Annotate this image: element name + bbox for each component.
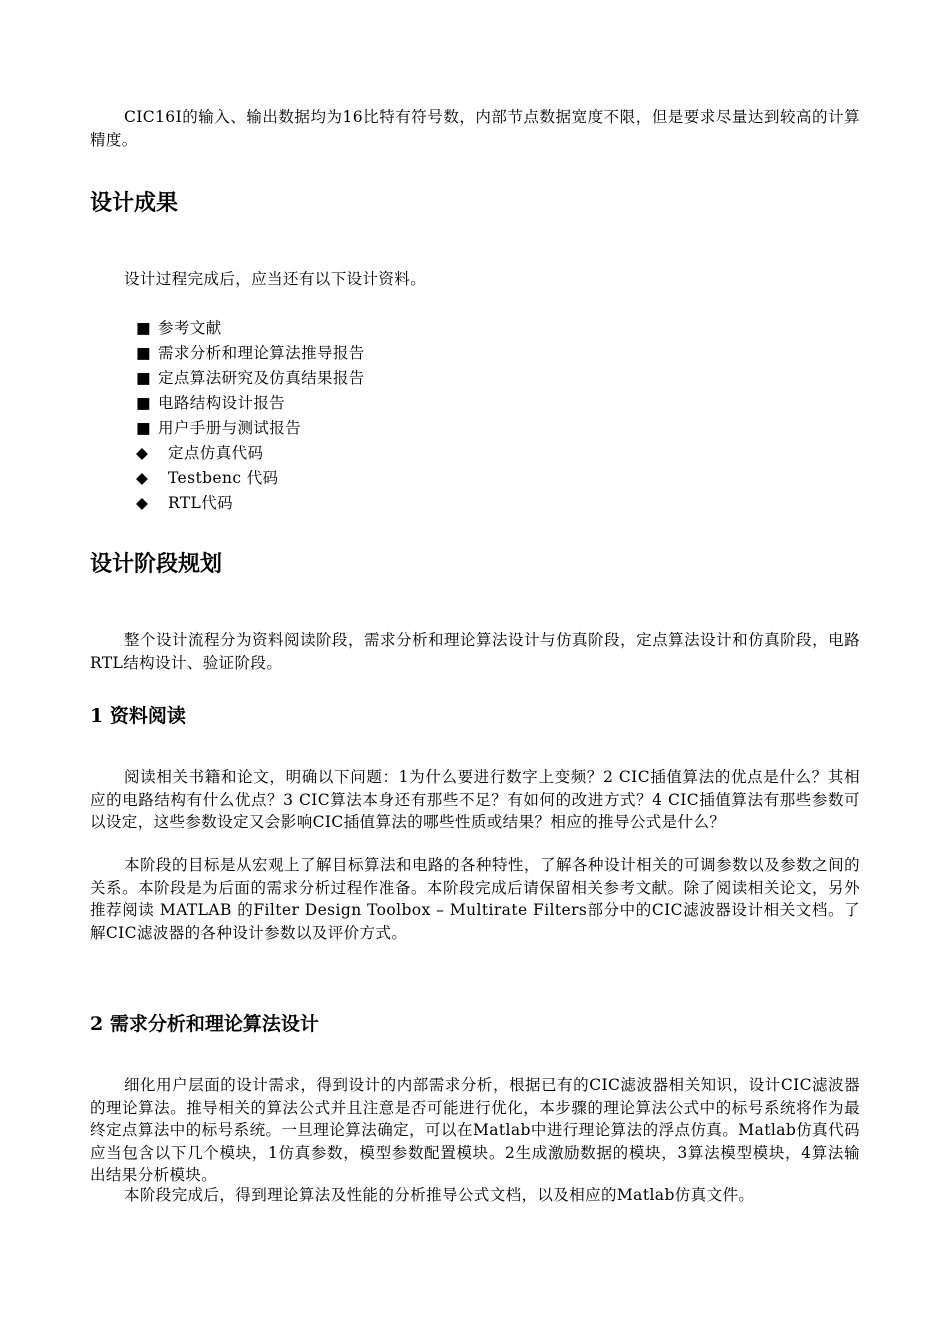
design-results-lead: 设计过程完成后，应当还有以下设计资料。 <box>124 270 427 288</box>
subsection-title-requirements: 2 需求分析和理论算法设计 <box>90 1013 319 1035</box>
diamond-bullet-icon: ◆ <box>136 444 149 462</box>
requirements-paragraph-1: 细化用户层面的设计需求，得到设计的内部需求分析，根据已有的CIC滤波器相关知识，设计CIC滤波器的理论算法。推导相关的算法公式并且注意是否可能进行优化，本步骤的理论算法公式中的标号系统将作为最终定点算法中的标号系统。一旦理论算法确定，可以在Matlab中进行理论算法的浮点仿真。Matlab仿真代码应当包含以下几个模块，1仿真参数，模型参数配置模块。2生成激励数据的模块，3算法模型模块，4算法输出结果分析模块。 <box>90 1076 860 1184</box>
list-item: ■ 参考文献 <box>136 316 365 341</box>
subsection-title-reading: 1 资料阅读 <box>90 705 186 727</box>
design-phases-lead: 整个设计流程分为资料阅读阶段，需求分析和理论算法设计与仿真阶段，定点算法设计和仿真阶段，电路RTL结构设计、验证阶段。 <box>90 631 860 672</box>
square-bullet-icon: ■ <box>136 394 152 412</box>
list-item: ■ 用户手册与测试报告 <box>136 416 365 441</box>
square-bullet-icon: ■ <box>136 344 152 362</box>
square-bullet-icon: ■ <box>136 319 152 337</box>
square-bullet-icon: ■ <box>136 419 152 437</box>
diamond-bullet-icon: ◆ <box>136 494 149 512</box>
diamond-bullet-icon: ◆ <box>136 469 149 487</box>
deliverables-list <box>136 316 365 516</box>
list-item: ◆ Testbenc 代码 <box>136 466 365 491</box>
reading-paragraph-1: 阅读相关书籍和论文，明确以下问题：1为什么要进行数字上变频？2 CIC插值算法的优点是什么？其相应的电路结构有什么优点？3 CIC算法本身还有那些不足？有如何的改进方式？4 CIC插值算法有那些参数可以设定，这些参数设定又会影响CIC插值算法的哪些性质或结果？相应的推导公式是什么？ <box>90 768 860 831</box>
list-item: ■ 需求分析和理论算法推导报告 <box>136 341 365 366</box>
list-item: ■ 电路结构设计报告 <box>136 391 365 416</box>
section-title-design-phases: 设计阶段规划 <box>90 552 223 577</box>
intro-paragraph: CIC16I的输入、输出数据均为16比特有符号数，内部节点数据宽度不限，但是要求尽量达到较高的计算精度。 <box>90 108 860 149</box>
list-item: ◆ 定点仿真代码 <box>136 441 365 466</box>
square-bullet-icon: ■ <box>136 369 152 387</box>
requirements-paragraph-2: 本阶段完成后，得到理论算法及性能的分析推导公式文档，以及相应的Matlab仿真文件。 <box>124 1186 755 1204</box>
section-title-design-results: 设计成果 <box>90 191 179 216</box>
list-item: ◆ RTL代码 <box>136 491 365 516</box>
list-item: ■ 定点算法研究及仿真结果报告 <box>136 366 365 391</box>
reading-paragraph-2: 本阶段的目标是从宏观上了解目标算法和电路的各种特性，了解各种设计相关的可调参数以及参数之间的关系。本阶段是为后面的需求分析过程作准备。本阶段完成后请保留相关参考文献。除了阅读相关论文，另外推荐阅读 MATLAB 的Filter Design Toolbox – Multirate Filters部分中的CIC滤波器设计相关文档。了解CIC滤波器的各种设计参数以及评价方式。 <box>90 856 860 942</box>
